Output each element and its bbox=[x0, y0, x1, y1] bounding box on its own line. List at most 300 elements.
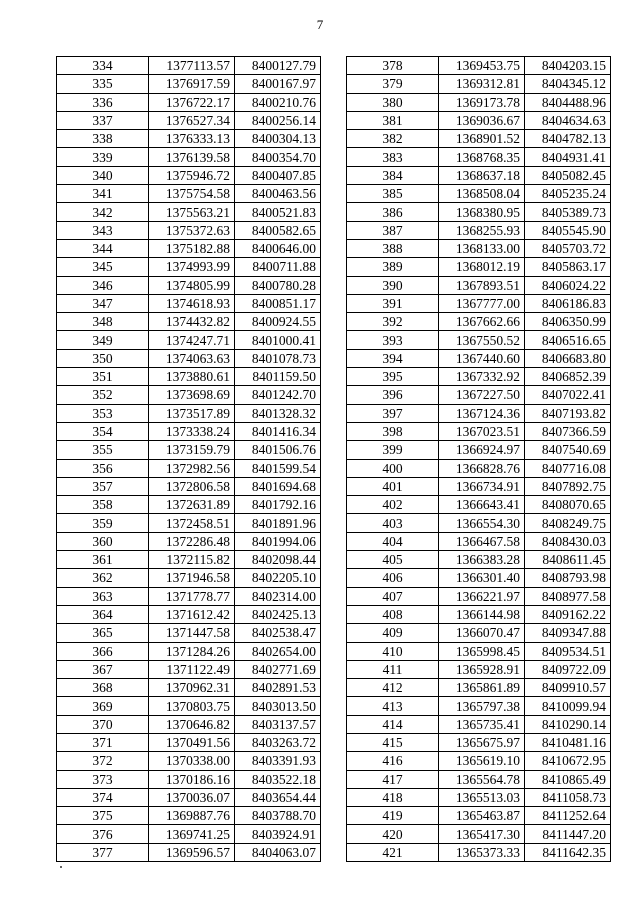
x-coordinate-cell: 1368901.52 bbox=[439, 130, 525, 148]
table-row bbox=[347, 422, 611, 440]
table-row bbox=[347, 679, 611, 697]
x-coordinate-cell: 1366070.47 bbox=[439, 624, 525, 642]
y-coordinate-cell: 8404488.96 bbox=[525, 93, 611, 111]
x-coordinate-cell: 1369173.78 bbox=[439, 93, 525, 111]
x-coordinate-cell: 1369453.75 bbox=[439, 57, 525, 75]
x-coordinate-cell: 1374432.82 bbox=[149, 313, 235, 331]
table-row bbox=[57, 239, 321, 257]
x-coordinate-cell: 1365928.91 bbox=[439, 660, 525, 678]
y-coordinate-cell: 8400711.88 bbox=[235, 258, 321, 276]
y-coordinate-cell: 8406852.39 bbox=[525, 368, 611, 386]
table-row bbox=[347, 624, 611, 642]
y-coordinate-cell: 8401599.54 bbox=[235, 459, 321, 477]
table-row bbox=[57, 807, 321, 825]
table-row bbox=[347, 386, 611, 404]
x-coordinate-cell: 1365861.89 bbox=[439, 679, 525, 697]
table-row bbox=[57, 697, 321, 715]
y-coordinate-cell: 8407022.41 bbox=[525, 386, 611, 404]
point-number-cell: 361 bbox=[57, 551, 149, 569]
x-coordinate-cell: 1373880.61 bbox=[149, 368, 235, 386]
x-coordinate-cell: 1374063.63 bbox=[149, 349, 235, 367]
point-number-cell: 407 bbox=[347, 587, 439, 605]
x-coordinate-cell: 1376527.34 bbox=[149, 111, 235, 129]
table-row bbox=[347, 770, 611, 788]
table-row bbox=[57, 441, 321, 459]
x-coordinate-cell: 1366643.41 bbox=[439, 496, 525, 514]
table-row bbox=[57, 733, 321, 751]
y-coordinate-cell: 8401000.41 bbox=[235, 331, 321, 349]
table-row bbox=[347, 605, 611, 623]
table-row bbox=[57, 349, 321, 367]
x-coordinate-cell: 1372982.56 bbox=[149, 459, 235, 477]
x-coordinate-cell: 1371447.58 bbox=[149, 624, 235, 642]
y-coordinate-cell: 8406024.22 bbox=[525, 276, 611, 294]
point-number-cell: 338 bbox=[57, 130, 149, 148]
point-number-cell: 374 bbox=[57, 788, 149, 806]
x-coordinate-cell: 1367777.00 bbox=[439, 294, 525, 312]
table-row bbox=[347, 788, 611, 806]
point-number-cell: 403 bbox=[347, 514, 439, 532]
x-coordinate-cell: 1374247.71 bbox=[149, 331, 235, 349]
point-number-cell: 381 bbox=[347, 111, 439, 129]
point-number-cell: 342 bbox=[57, 203, 149, 221]
y-coordinate-cell: 8403137.57 bbox=[235, 715, 321, 733]
table-row bbox=[57, 788, 321, 806]
x-coordinate-cell: 1367550.52 bbox=[439, 331, 525, 349]
y-coordinate-cell: 8408070.65 bbox=[525, 496, 611, 514]
table-row bbox=[347, 551, 611, 569]
table-row bbox=[347, 459, 611, 477]
table-row bbox=[57, 258, 321, 276]
y-coordinate-cell: 8409910.57 bbox=[525, 679, 611, 697]
table-row bbox=[57, 843, 321, 861]
x-coordinate-cell: 1367440.60 bbox=[439, 349, 525, 367]
point-number-cell: 397 bbox=[347, 404, 439, 422]
y-coordinate-cell: 8409162.22 bbox=[525, 605, 611, 623]
point-number-cell: 366 bbox=[57, 642, 149, 660]
y-coordinate-cell: 8401506.76 bbox=[235, 441, 321, 459]
x-coordinate-cell: 1370036.07 bbox=[149, 788, 235, 806]
table-row bbox=[347, 93, 611, 111]
y-coordinate-cell: 8403654.44 bbox=[235, 788, 321, 806]
x-coordinate-cell: 1368380.95 bbox=[439, 203, 525, 221]
point-number-cell: 364 bbox=[57, 605, 149, 623]
table-row bbox=[347, 477, 611, 495]
table-row bbox=[347, 404, 611, 422]
x-coordinate-cell: 1365675.97 bbox=[439, 733, 525, 751]
x-coordinate-cell: 1372286.48 bbox=[149, 532, 235, 550]
point-number-cell: 379 bbox=[347, 75, 439, 93]
table-row bbox=[57, 130, 321, 148]
x-coordinate-cell: 1365373.33 bbox=[439, 843, 525, 861]
table-row bbox=[347, 697, 611, 715]
table-row bbox=[347, 587, 611, 605]
y-coordinate-cell: 8403924.91 bbox=[235, 825, 321, 843]
table-row bbox=[57, 368, 321, 386]
y-coordinate-cell: 8400851.17 bbox=[235, 294, 321, 312]
point-number-cell: 355 bbox=[57, 441, 149, 459]
table-row bbox=[347, 185, 611, 203]
x-coordinate-cell: 1367332.92 bbox=[439, 368, 525, 386]
point-number-cell: 371 bbox=[57, 733, 149, 751]
point-number-cell: 390 bbox=[347, 276, 439, 294]
point-number-cell: 335 bbox=[57, 75, 149, 93]
point-number-cell: 372 bbox=[57, 752, 149, 770]
table-row bbox=[57, 660, 321, 678]
point-number-cell: 398 bbox=[347, 422, 439, 440]
y-coordinate-cell: 8401242.70 bbox=[235, 386, 321, 404]
table-row bbox=[57, 221, 321, 239]
coordinates-table-right bbox=[346, 56, 611, 862]
point-number-cell: 386 bbox=[347, 203, 439, 221]
y-coordinate-cell: 8407892.75 bbox=[525, 477, 611, 495]
y-coordinate-cell: 8404782.13 bbox=[525, 130, 611, 148]
point-number-cell: 346 bbox=[57, 276, 149, 294]
y-coordinate-cell: 8407540.69 bbox=[525, 441, 611, 459]
x-coordinate-cell: 1374805.99 bbox=[149, 276, 235, 294]
table-row bbox=[57, 825, 321, 843]
x-coordinate-cell: 1370186.16 bbox=[149, 770, 235, 788]
table-row bbox=[57, 203, 321, 221]
point-number-cell: 347 bbox=[57, 294, 149, 312]
x-coordinate-cell: 1375372.63 bbox=[149, 221, 235, 239]
point-number-cell: 350 bbox=[57, 349, 149, 367]
y-coordinate-cell: 8405545.90 bbox=[525, 221, 611, 239]
y-coordinate-cell: 8402654.00 bbox=[235, 642, 321, 660]
x-coordinate-cell: 1373338.24 bbox=[149, 422, 235, 440]
table-row bbox=[57, 496, 321, 514]
table-row bbox=[57, 111, 321, 129]
y-coordinate-cell: 8400407.85 bbox=[235, 166, 321, 184]
x-coordinate-cell: 1365735.41 bbox=[439, 715, 525, 733]
x-coordinate-cell: 1372806.58 bbox=[149, 477, 235, 495]
x-coordinate-cell: 1368133.00 bbox=[439, 239, 525, 257]
point-number-cell: 356 bbox=[57, 459, 149, 477]
y-coordinate-cell: 8400924.55 bbox=[235, 313, 321, 331]
point-number-cell: 383 bbox=[347, 148, 439, 166]
table-row bbox=[347, 642, 611, 660]
point-number-cell: 370 bbox=[57, 715, 149, 733]
point-number-cell: 400 bbox=[347, 459, 439, 477]
x-coordinate-cell: 1367227.50 bbox=[439, 386, 525, 404]
table-row bbox=[347, 239, 611, 257]
x-coordinate-cell: 1376917.59 bbox=[149, 75, 235, 93]
y-coordinate-cell: 8402771.69 bbox=[235, 660, 321, 678]
x-coordinate-cell: 1367023.51 bbox=[439, 422, 525, 440]
y-coordinate-cell: 8406186.83 bbox=[525, 294, 611, 312]
y-coordinate-cell: 8411642.35 bbox=[525, 843, 611, 861]
y-coordinate-cell: 8400354.70 bbox=[235, 148, 321, 166]
y-coordinate-cell: 8400521.83 bbox=[235, 203, 321, 221]
table-row bbox=[347, 733, 611, 751]
table-row bbox=[57, 148, 321, 166]
y-coordinate-cell: 8402425.13 bbox=[235, 605, 321, 623]
point-number-cell: 367 bbox=[57, 660, 149, 678]
x-coordinate-cell: 1365463.87 bbox=[439, 807, 525, 825]
table-row bbox=[347, 111, 611, 129]
point-number-cell: 369 bbox=[57, 697, 149, 715]
x-coordinate-cell: 1370338.00 bbox=[149, 752, 235, 770]
y-coordinate-cell: 8405863.17 bbox=[525, 258, 611, 276]
point-number-cell: 419 bbox=[347, 807, 439, 825]
y-coordinate-cell: 8401891.96 bbox=[235, 514, 321, 532]
table-row bbox=[57, 477, 321, 495]
point-number-cell: 405 bbox=[347, 551, 439, 569]
y-coordinate-cell: 8410099.94 bbox=[525, 697, 611, 715]
x-coordinate-cell: 1368768.35 bbox=[439, 148, 525, 166]
y-coordinate-cell: 8401078.73 bbox=[235, 349, 321, 367]
table-row bbox=[347, 203, 611, 221]
point-number-cell: 413 bbox=[347, 697, 439, 715]
y-coordinate-cell: 8403522.18 bbox=[235, 770, 321, 788]
y-coordinate-cell: 8409722.09 bbox=[525, 660, 611, 678]
y-coordinate-cell: 8408793.98 bbox=[525, 569, 611, 587]
y-coordinate-cell: 8402538.47 bbox=[235, 624, 321, 642]
x-coordinate-cell: 1366383.28 bbox=[439, 551, 525, 569]
y-coordinate-cell: 8403263.72 bbox=[235, 733, 321, 751]
y-coordinate-cell: 8402314.00 bbox=[235, 587, 321, 605]
point-number-cell: 395 bbox=[347, 368, 439, 386]
point-number-cell: 344 bbox=[57, 239, 149, 257]
table-row bbox=[347, 276, 611, 294]
y-coordinate-cell: 8400463.56 bbox=[235, 185, 321, 203]
table-row bbox=[347, 752, 611, 770]
y-coordinate-cell: 8409534.51 bbox=[525, 642, 611, 660]
y-coordinate-cell: 8401328.32 bbox=[235, 404, 321, 422]
table-row bbox=[347, 349, 611, 367]
table-row bbox=[347, 313, 611, 331]
point-number-cell: 376 bbox=[57, 825, 149, 843]
x-coordinate-cell: 1368012.19 bbox=[439, 258, 525, 276]
table-row bbox=[347, 532, 611, 550]
x-coordinate-cell: 1365417.30 bbox=[439, 825, 525, 843]
table-row bbox=[57, 605, 321, 623]
table-row bbox=[57, 514, 321, 532]
point-number-cell: 410 bbox=[347, 642, 439, 660]
y-coordinate-cell: 8403788.70 bbox=[235, 807, 321, 825]
x-coordinate-cell: 1375754.58 bbox=[149, 185, 235, 203]
x-coordinate-cell: 1372631.89 bbox=[149, 496, 235, 514]
point-number-cell: 394 bbox=[347, 349, 439, 367]
table-row bbox=[347, 166, 611, 184]
y-coordinate-cell: 8401416.34 bbox=[235, 422, 321, 440]
point-number-cell: 380 bbox=[347, 93, 439, 111]
x-coordinate-cell: 1366734.91 bbox=[439, 477, 525, 495]
table-row bbox=[57, 404, 321, 422]
x-coordinate-cell: 1368508.04 bbox=[439, 185, 525, 203]
x-coordinate-cell: 1371778.77 bbox=[149, 587, 235, 605]
y-coordinate-cell: 8403013.50 bbox=[235, 697, 321, 715]
x-coordinate-cell: 1370491.56 bbox=[149, 733, 235, 751]
stray-mark bbox=[60, 866, 62, 868]
x-coordinate-cell: 1374993.99 bbox=[149, 258, 235, 276]
point-number-cell: 388 bbox=[347, 239, 439, 257]
x-coordinate-cell: 1367893.51 bbox=[439, 276, 525, 294]
point-number-cell: 420 bbox=[347, 825, 439, 843]
y-coordinate-cell: 8407716.08 bbox=[525, 459, 611, 477]
x-coordinate-cell: 1368255.93 bbox=[439, 221, 525, 239]
y-coordinate-cell: 8400256.14 bbox=[235, 111, 321, 129]
y-coordinate-cell: 8405082.45 bbox=[525, 166, 611, 184]
point-number-cell: 396 bbox=[347, 386, 439, 404]
x-coordinate-cell: 1369596.57 bbox=[149, 843, 235, 861]
point-number-cell: 359 bbox=[57, 514, 149, 532]
point-number-cell: 401 bbox=[347, 477, 439, 495]
y-coordinate-cell: 8402205.10 bbox=[235, 569, 321, 587]
table-row bbox=[347, 807, 611, 825]
point-number-cell: 360 bbox=[57, 532, 149, 550]
x-coordinate-cell: 1366221.97 bbox=[439, 587, 525, 605]
table-row bbox=[57, 752, 321, 770]
table-row bbox=[347, 569, 611, 587]
x-coordinate-cell: 1365513.03 bbox=[439, 788, 525, 806]
x-coordinate-cell: 1373517.89 bbox=[149, 404, 235, 422]
point-number-cell: 351 bbox=[57, 368, 149, 386]
table-row bbox=[347, 368, 611, 386]
point-number-cell: 409 bbox=[347, 624, 439, 642]
table-row bbox=[347, 843, 611, 861]
y-coordinate-cell: 8408430.03 bbox=[525, 532, 611, 550]
point-number-cell: 393 bbox=[347, 331, 439, 349]
table-row bbox=[57, 532, 321, 550]
y-coordinate-cell: 8400646.00 bbox=[235, 239, 321, 257]
table-row bbox=[347, 825, 611, 843]
y-coordinate-cell: 8401694.68 bbox=[235, 477, 321, 495]
point-number-cell: 414 bbox=[347, 715, 439, 733]
point-number-cell: 340 bbox=[57, 166, 149, 184]
x-coordinate-cell: 1368637.18 bbox=[439, 166, 525, 184]
y-coordinate-cell: 8408977.58 bbox=[525, 587, 611, 605]
point-number-cell: 343 bbox=[57, 221, 149, 239]
x-coordinate-cell: 1370803.75 bbox=[149, 697, 235, 715]
table-row bbox=[347, 221, 611, 239]
y-coordinate-cell: 8407366.59 bbox=[525, 422, 611, 440]
table-row bbox=[347, 57, 611, 75]
table-row bbox=[347, 258, 611, 276]
x-coordinate-cell: 1365998.45 bbox=[439, 642, 525, 660]
point-number-cell: 418 bbox=[347, 788, 439, 806]
y-coordinate-cell: 8410672.95 bbox=[525, 752, 611, 770]
x-coordinate-cell: 1366554.30 bbox=[439, 514, 525, 532]
point-number-cell: 358 bbox=[57, 496, 149, 514]
x-coordinate-cell: 1366924.97 bbox=[439, 441, 525, 459]
x-coordinate-cell: 1367124.36 bbox=[439, 404, 525, 422]
x-coordinate-cell: 1366301.40 bbox=[439, 569, 525, 587]
point-number-cell: 408 bbox=[347, 605, 439, 623]
y-coordinate-cell: 8409347.88 bbox=[525, 624, 611, 642]
point-number-cell: 387 bbox=[347, 221, 439, 239]
table-row bbox=[57, 587, 321, 605]
y-coordinate-cell: 8406350.99 bbox=[525, 313, 611, 331]
point-number-cell: 352 bbox=[57, 386, 149, 404]
y-coordinate-cell: 8411252.64 bbox=[525, 807, 611, 825]
x-coordinate-cell: 1375946.72 bbox=[149, 166, 235, 184]
y-coordinate-cell: 8410290.14 bbox=[525, 715, 611, 733]
point-number-cell: 399 bbox=[347, 441, 439, 459]
table-row bbox=[57, 276, 321, 294]
table-row bbox=[57, 386, 321, 404]
point-number-cell: 337 bbox=[57, 111, 149, 129]
point-number-cell: 348 bbox=[57, 313, 149, 331]
point-number-cell: 415 bbox=[347, 733, 439, 751]
table-row bbox=[347, 331, 611, 349]
y-coordinate-cell: 8410481.16 bbox=[525, 733, 611, 751]
point-number-cell: 417 bbox=[347, 770, 439, 788]
x-coordinate-cell: 1369887.76 bbox=[149, 807, 235, 825]
x-coordinate-cell: 1375182.88 bbox=[149, 239, 235, 257]
x-coordinate-cell: 1371122.49 bbox=[149, 660, 235, 678]
x-coordinate-cell: 1369741.25 bbox=[149, 825, 235, 843]
y-coordinate-cell: 8404634.63 bbox=[525, 111, 611, 129]
table-row bbox=[57, 166, 321, 184]
point-number-cell: 365 bbox=[57, 624, 149, 642]
y-coordinate-cell: 8410865.49 bbox=[525, 770, 611, 788]
point-number-cell: 354 bbox=[57, 422, 149, 440]
x-coordinate-cell: 1370962.31 bbox=[149, 679, 235, 697]
table-row bbox=[347, 148, 611, 166]
x-coordinate-cell: 1366828.76 bbox=[439, 459, 525, 477]
y-coordinate-cell: 8400780.28 bbox=[235, 276, 321, 294]
point-number-cell: 402 bbox=[347, 496, 439, 514]
y-coordinate-cell: 8400127.79 bbox=[235, 57, 321, 75]
x-coordinate-cell: 1372115.82 bbox=[149, 551, 235, 569]
table-row bbox=[347, 660, 611, 678]
x-coordinate-cell: 1374618.93 bbox=[149, 294, 235, 312]
point-number-cell: 357 bbox=[57, 477, 149, 495]
point-number-cell: 392 bbox=[347, 313, 439, 331]
y-coordinate-cell: 8402098.44 bbox=[235, 551, 321, 569]
point-number-cell: 373 bbox=[57, 770, 149, 788]
x-coordinate-cell: 1370646.82 bbox=[149, 715, 235, 733]
coordinates-table-left bbox=[56, 56, 321, 862]
y-coordinate-cell: 8404931.41 bbox=[525, 148, 611, 166]
table-row bbox=[57, 569, 321, 587]
point-number-cell: 378 bbox=[347, 57, 439, 75]
table-row bbox=[57, 93, 321, 111]
point-number-cell: 384 bbox=[347, 166, 439, 184]
point-number-cell: 385 bbox=[347, 185, 439, 203]
y-coordinate-cell: 8407193.82 bbox=[525, 404, 611, 422]
y-coordinate-cell: 8400167.97 bbox=[235, 75, 321, 93]
point-number-cell: 368 bbox=[57, 679, 149, 697]
x-coordinate-cell: 1369312.81 bbox=[439, 75, 525, 93]
x-coordinate-cell: 1366144.98 bbox=[439, 605, 525, 623]
y-coordinate-cell: 8402891.53 bbox=[235, 679, 321, 697]
y-coordinate-cell: 8404345.12 bbox=[525, 75, 611, 93]
y-coordinate-cell: 8400582.65 bbox=[235, 221, 321, 239]
table-row bbox=[57, 679, 321, 697]
x-coordinate-cell: 1367662.66 bbox=[439, 313, 525, 331]
point-number-cell: 382 bbox=[347, 130, 439, 148]
x-coordinate-cell: 1365564.78 bbox=[439, 770, 525, 788]
table-row bbox=[347, 514, 611, 532]
table-row bbox=[57, 294, 321, 312]
y-coordinate-cell: 8411058.73 bbox=[525, 788, 611, 806]
table-row bbox=[57, 624, 321, 642]
y-coordinate-cell: 8404203.15 bbox=[525, 57, 611, 75]
x-coordinate-cell: 1365619.10 bbox=[439, 752, 525, 770]
y-coordinate-cell: 8405235.24 bbox=[525, 185, 611, 203]
point-number-cell: 412 bbox=[347, 679, 439, 697]
y-coordinate-cell: 8400304.13 bbox=[235, 130, 321, 148]
point-number-cell: 375 bbox=[57, 807, 149, 825]
point-number-cell: 421 bbox=[347, 843, 439, 861]
x-coordinate-cell: 1373159.79 bbox=[149, 441, 235, 459]
table-row bbox=[57, 331, 321, 349]
x-coordinate-cell: 1376139.58 bbox=[149, 148, 235, 166]
table-row bbox=[347, 715, 611, 733]
x-coordinate-cell: 1371612.42 bbox=[149, 605, 235, 623]
